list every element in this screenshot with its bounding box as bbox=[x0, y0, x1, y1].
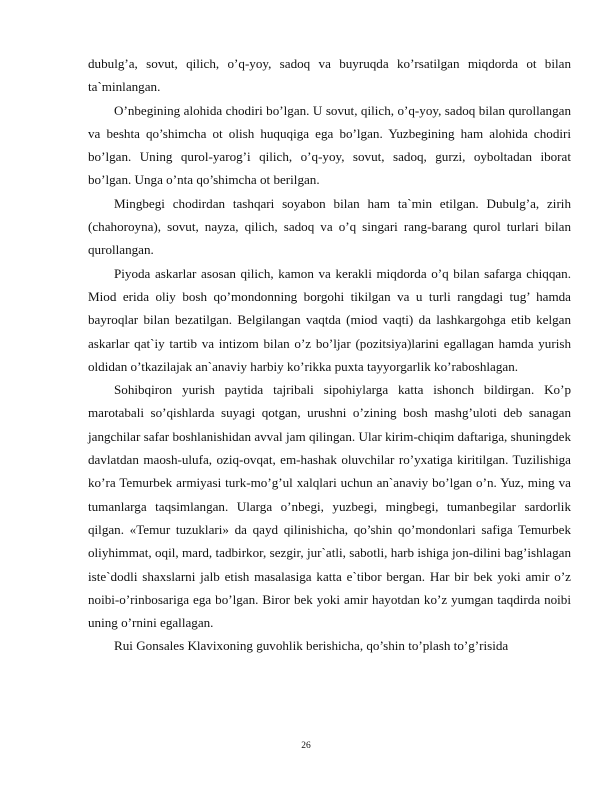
paragraph-2: O’nbegining alohida chodiri bo’lgan. U sovut, qilich, o’q-yoy, sadoq bilan qurollangan va beshta qo’shimcha ot olish huquqiga ega bo’lgan. Yuzbegining ham alohida chodiri bo’lgan. Uning qurol-yarog’i qilich, o’q-yoy, sovut, sadoq, gurzi, oyboltadan iborat bo’lgan. Unga o’nta qo’shimcha ot berilgan. bbox=[88, 102, 571, 188]
paragraph-5: Sohibqiron yurish paytida tajribali sipohiylarga katta ishonch bildirgan. Ko’p marotabali so’qishlarda suyagi qotgan, urushni o’zining bosh mashg’uloti deb sanagan jangchilar safar boshlanishidan avval jam qilingan. Ular kirim-chiqim daftariga, shuningdek davlatdan maosh-ulufa, oziq-ovqat, em-hashak oluvchilar ro’yxatiga kiritilgan. Tuzilishiga ko’ra Temurbek armiyasi turk-mo’g’ul xalqlari uchun an`anaviy bo’lgan o’n. Yuz, ming va tumanlarga taqsimlangan. Ularga o’nbegi, yuzbegi, mingbegi, tumanbegilar sardorlik qilgan. «Temur tuzuklari» da qayd qilinishicha, qo’shin qo’mondonlari safiga Temurbek oliyhimmat, oqil, mard, tadbirkor, sezgir, jur`atli, sabotli, harb ishiga jon-dilini bag’ishlagan iste`dodli shaxslarni jalb etish masalasiga katta e`tibor bergan. Har bir bek yoki amir o’z noibi-o’rinbosariga ega bo’lgan. Biror bek yoki amir hayotdan ko’z yumgan taqdirda noibi uning o’rnini egallagan. bbox=[88, 382, 571, 631]
paragraph-6: Rui Gonsales Klavixoning guvohlik berishicha, qo’shin to’plash to’g’risida bbox=[114, 638, 509, 654]
page-number: 26 bbox=[301, 741, 311, 751]
paragraph-4: Piyoda askarlar asosan qilich, kamon va kerakli miqdorda o’q bilan safarga chiqqan. Miod erida oliy bosh qo’mondonning borgohi tikilgan va u turli rangdagi tug’ hamda bayroqlar bilan bezatilgan. Belgilangan vaqtda (miod vaqti) da lashkargohga etib kelgan askarlar qat`iy tartib va intizom bilan o’z bo’ljar (pozitsiya)larini egallagan hamda yurish oldidan o’tkazilajak an`anaviy harbiy ko’rikka puxta tayyorgarlik ko’raboshlagan. bbox=[88, 265, 571, 374]
page-body bbox=[88, 52, 571, 658]
paragraph-1: dubulg’a, sovut, qilich, o’q-yoy, sadoq va buyruqda ko’rsatilgan miqdorda ot bilan ta`minlangan. bbox=[88, 56, 571, 95]
paragraph-3: Mingbegi chodirdan tashqari soyabon bilan ham ta`min etilgan. Dubulg’a, zirih (chahoroyna), sovut, nayza, qilich, sadoq va o’q singari rang-barang qurol turlari bilan qurollangan. bbox=[88, 195, 571, 258]
